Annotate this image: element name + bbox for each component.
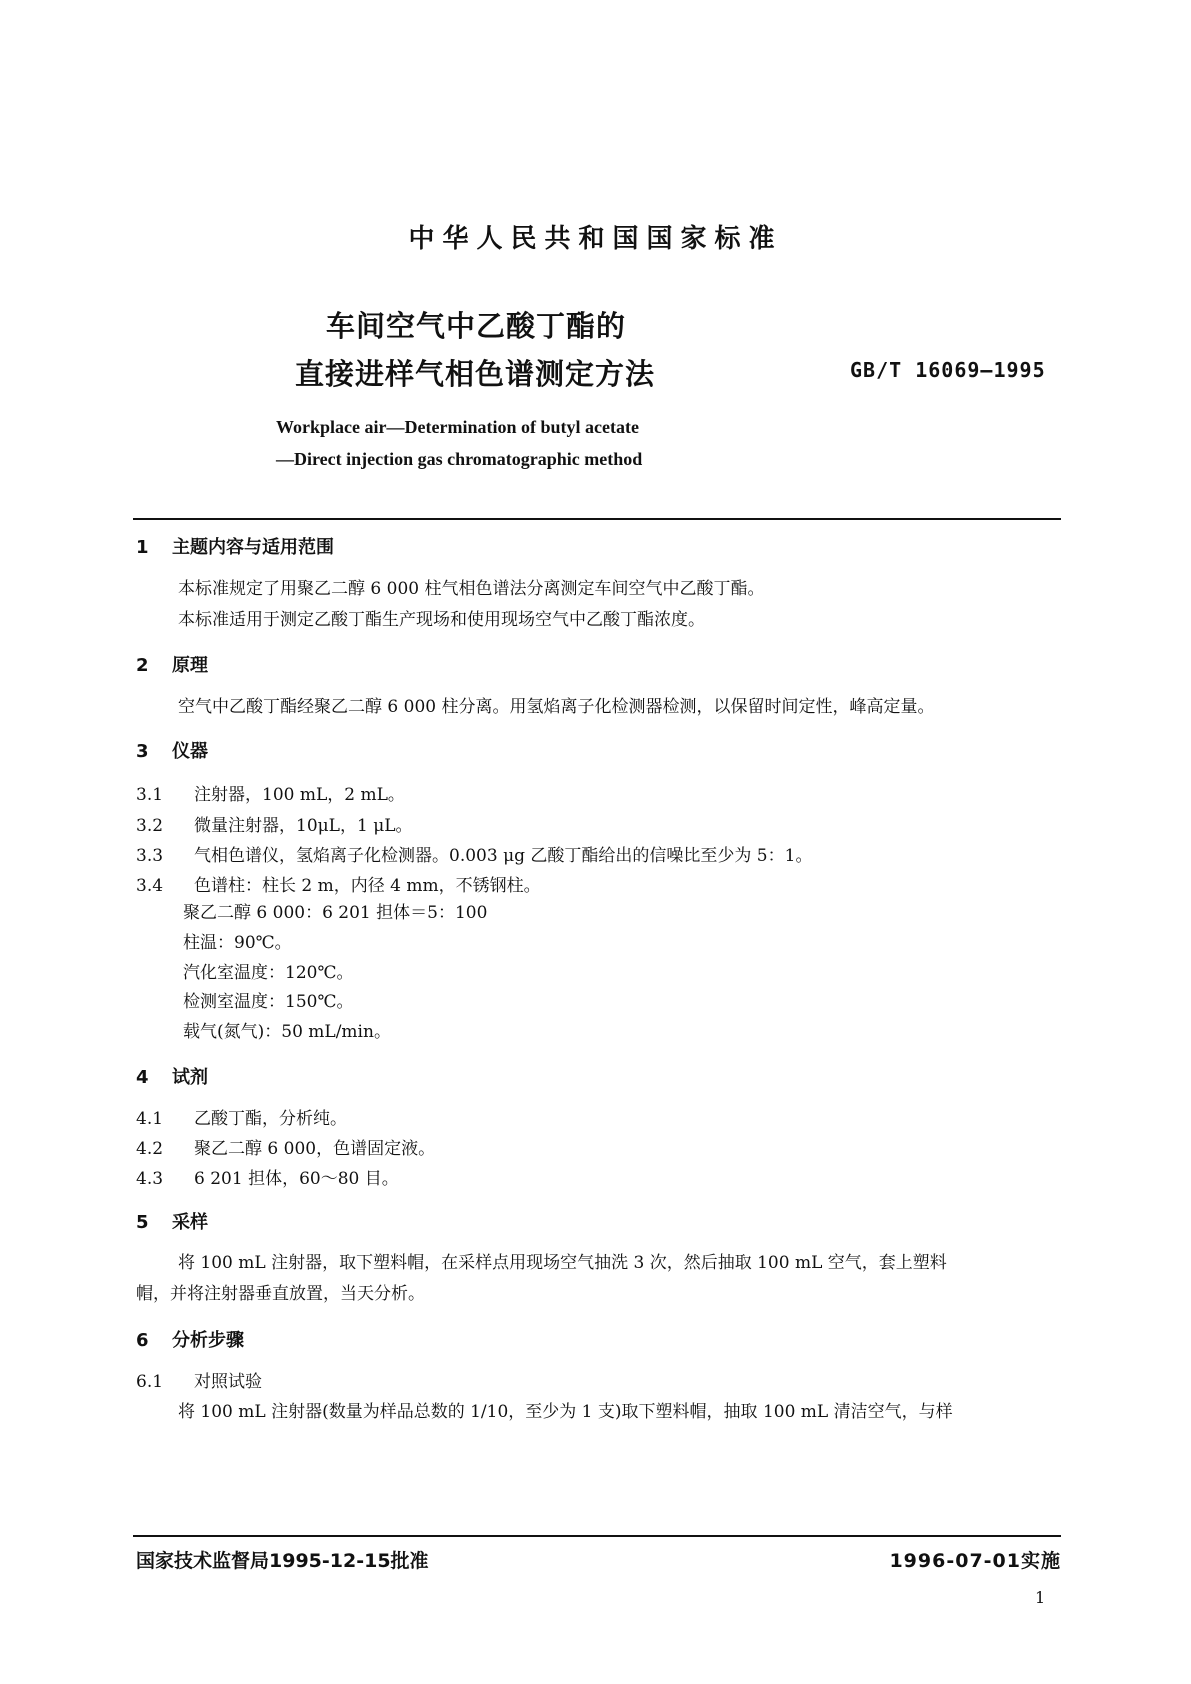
section-title: 试剂 — [172, 1067, 208, 1088]
section-number: 5 — [136, 1212, 149, 1233]
sub-item: 检测室温度：150℃。 — [183, 992, 354, 1012]
footer-divider — [133, 1535, 1061, 1537]
sub-item: 柱温：90℃。 — [183, 933, 292, 953]
section-heading-1 — [136, 533, 334, 559]
section-heading-2 — [136, 651, 208, 677]
chinese-title — [295, 302, 655, 398]
section-heading-3 — [136, 737, 208, 763]
national-standard-heading: 中华人民共和国国家标准 — [408, 224, 783, 254]
section-heading-6 — [136, 1326, 244, 1352]
section-title: 原理 — [172, 655, 208, 676]
section-heading-4 — [136, 1063, 208, 1089]
title-line-1: 车间空气中乙酸丁酯的 — [326, 309, 627, 343]
english-title-line-2: —Direct injection gas chromatographic method — [276, 449, 643, 469]
page-number: 1 — [1035, 1588, 1046, 1607]
standard-code: GB/T 16069—1995 — [850, 358, 1046, 382]
implementation-date: 1996-07-01实施 — [889, 1550, 1061, 1572]
section-title: 采样 — [172, 1212, 208, 1233]
sub-item: 载气(氮气)：50 mL/min。 — [183, 1022, 391, 1042]
section-title: 分析步骤 — [172, 1330, 244, 1351]
section-number: 3 — [136, 741, 149, 762]
list-item: 3.1 注射器，100 mL，2 mL。 — [136, 785, 405, 805]
section-number: 6 — [136, 1330, 149, 1351]
list-item: 3.2 微量注射器，10μL，1 μL。 — [136, 816, 413, 836]
paragraph: 将 100 mL 注射器(数量为样品总数的 1/10，至少为 1 支)取下塑料帽，抽取 100 mL 清洁空气，与样 — [178, 1402, 953, 1422]
title-line-2: 直接进样气相色谱测定方法 — [295, 357, 656, 391]
paragraph: 本标准适用于测定乙酸丁酯生产现场和使用现场空气中乙酸丁酯浓度。 — [178, 610, 705, 630]
paragraph: 空气中乙酸丁酯经聚乙二醇 6 000 柱分离。用氢焰离子化检测器检测，以保留时间定性，峰高定量。 — [178, 697, 935, 717]
english-title-line-1: Workplace air—Determination of butyl acetate — [276, 417, 639, 437]
section-title: 仪器 — [172, 741, 208, 762]
section-title: 主题内容与适用范围 — [172, 537, 334, 558]
sub-item: 聚乙二醇 6 000：6 201 担体＝5：100 — [183, 903, 488, 923]
section-number: 2 — [136, 655, 149, 676]
paragraph: 将 100 mL 注射器，取下塑料帽，在采样点用现场空气抽洗 3 次，然后抽取 100 mL 空气，套上塑料 — [178, 1253, 947, 1273]
english-title — [276, 411, 642, 475]
section-number: 1 — [136, 537, 149, 558]
list-item: 4.1 乙酸丁酯，分析纯。 — [136, 1109, 347, 1129]
approval-line: 国家技术监督局1995-12-15批准 — [136, 1550, 429, 1572]
paragraph: 本标准规定了用聚乙二醇 6 000 柱气相色谱法分离测定车间空气中乙酸丁酯。 — [178, 579, 765, 599]
list-item: 4.3 6 201 担体，60～80 目。 — [136, 1169, 399, 1189]
sub-item: 汽化室温度：120℃。 — [183, 963, 354, 983]
paragraph: 帽，并将注射器垂直放置，当天分析。 — [136, 1284, 425, 1304]
header-divider — [133, 518, 1061, 520]
list-item: 3.3 气相色谱仪，氢焰离子化检测器。0.003 μg 乙酸丁酯给出的信噪比至少为 5：1。 — [136, 846, 813, 866]
section-number: 4 — [136, 1067, 149, 1088]
list-item: 4.2 聚乙二醇 6 000，色谱固定液。 — [136, 1139, 436, 1159]
list-item: 6.1 对照试验 — [136, 1372, 262, 1392]
section-heading-5 — [136, 1208, 208, 1234]
list-item: 3.4 色谱柱：柱长 2 m，内径 4 mm，不锈钢柱。 — [136, 876, 541, 896]
